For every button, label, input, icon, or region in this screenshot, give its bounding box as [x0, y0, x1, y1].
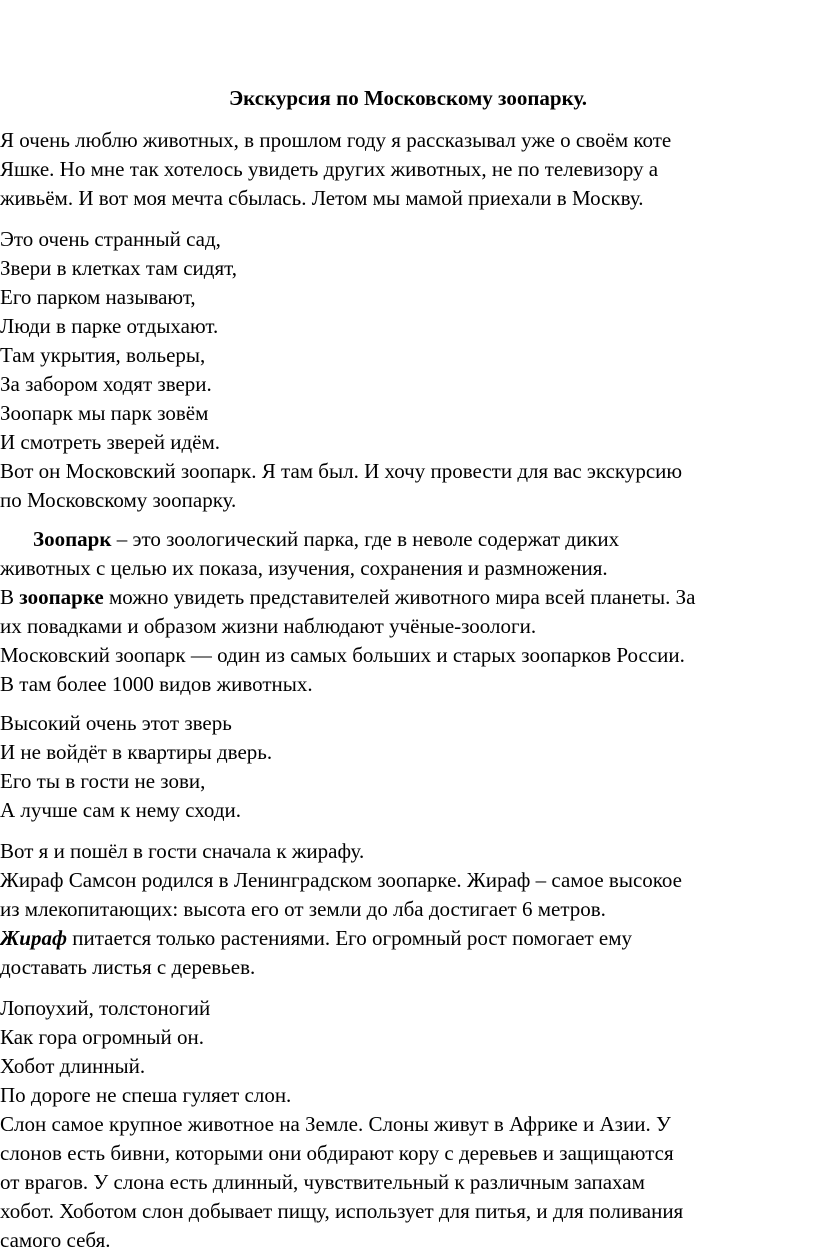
definition-line: [33, 525, 619, 553]
poem-zoo-line: Его парком называют,: [0, 285, 196, 309]
poem-zoo-line: Это очень странный сад,: [0, 227, 221, 251]
giraffe-line: доставать листья с деревьев.: [0, 955, 256, 979]
intro-line: Я очень люблю животных, в прошлом году я рассказывал уже о своём коте: [0, 128, 672, 152]
poem-zoo-line: Люди в парке отдыхают.: [0, 314, 219, 338]
definition-line: их повадками и образом жизни наблюдают учёные-зоологи.: [0, 614, 537, 638]
definition-term: Зоопарк: [33, 527, 112, 551]
intro-line: живьём. И вот моя мечта сбылась. Летом мы мамой приехали в Москву.: [0, 186, 644, 210]
definition-line: В там более 1000 видов животных.: [0, 672, 313, 696]
poem-giraffe-line: И не войдёт в квартиры дверь.: [0, 740, 273, 764]
poem-elephant-line: Хобот длинный.: [0, 1054, 146, 1078]
definition-text: В: [0, 585, 20, 609]
poem-giraffe-line: А лучше сам к нему сходи.: [0, 798, 241, 822]
poem-giraffe-line: Его ты в гости не зови,: [0, 769, 206, 793]
giraffe-line: из млекопитающих: высота его от земли до лба достигает 6 метров.: [0, 897, 606, 921]
definition-text: можно увидеть представителей животного мира всей планеты. За: [103, 585, 696, 609]
definition-line: Московский зоопарк — один из самых больших и старых зоопарков России.: [0, 643, 685, 667]
poem-elephant-line: По дороге не спеша гуляет слон.: [0, 1083, 292, 1107]
definition-text: – это зоологический парка, где в неволе содержат диких: [111, 527, 620, 551]
poem-zoo-line: За забором ходят звери.: [0, 372, 212, 396]
poem-zoo-line: Звери в клетках там сидят,: [0, 256, 237, 280]
elephant-line: самого себя.: [0, 1228, 111, 1252]
poem-elephant-line: Как гора огромный он.: [0, 1025, 204, 1049]
definition-line: [0, 583, 695, 611]
elephant-line: хобот. Хоботом слон добывает пищу, использует для питья, и для поливания: [0, 1199, 684, 1223]
poem-zoo-line: И смотреть зверей идём.: [0, 430, 221, 454]
giraffe-text: питается только растениями. Его огромный рост помогает ему: [67, 926, 633, 950]
definition-term: зоопарке: [19, 585, 104, 609]
intro-line: Яшке. Но мне так хотелось увидеть других животных, не по телевизору а: [0, 157, 659, 181]
poem-giraffe-line: Высокий очень этот зверь: [0, 711, 232, 735]
elephant-line: слонов есть бивни, которыми они обдирают кору с деревьев и защищаются: [0, 1141, 674, 1165]
elephant-line: Слон самое крупное животное на Земле. Слоны живут в Африке и Азии. У: [0, 1112, 671, 1136]
after-poem-line: по Московскому зоопарку.: [0, 488, 237, 512]
poem-zoo-line: Там укрытия, вольеры,: [0, 343, 206, 367]
giraffe-line: [0, 924, 632, 952]
definition-line: животных с целью их показа, изучения, сохранения и размножения.: [0, 556, 608, 580]
document-title: Экскурсия по Московскому зоопарку.: [228, 86, 588, 110]
poem-zoo-line: Зоопарк мы парк зовём: [0, 401, 209, 425]
giraffe-line: Жираф Самсон родился в Ленинградском зоопарке. Жираф – самое высокое: [0, 868, 682, 892]
after-poem-line: Вот он Московский зоопарк. Я там был. И хочу провести для вас экскурсию: [0, 459, 683, 483]
giraffe-term: Жираф: [0, 926, 67, 950]
poem-elephant-line: Лопоухий, толстоногий: [0, 996, 211, 1020]
elephant-line: от врагов. У слона есть длинный, чувствительный к различным запахам: [0, 1170, 645, 1194]
giraffe-line: Вот я и пошёл в гости сначала к жирафу.: [0, 839, 365, 863]
